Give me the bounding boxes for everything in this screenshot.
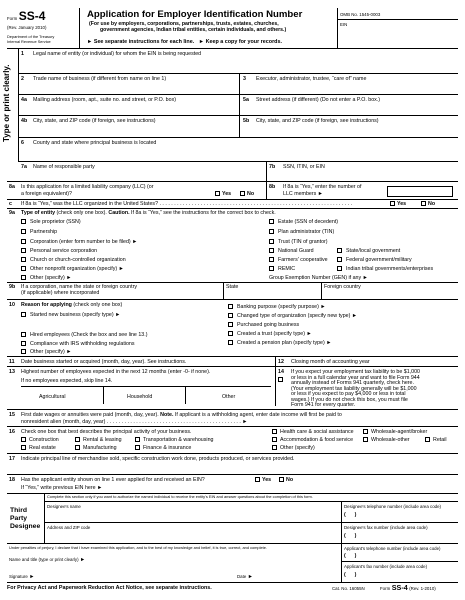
reason-checkbox[interactable] bbox=[228, 322, 233, 327]
line14-text-3: annually instead of Forms 941 quarterly, check here. bbox=[291, 380, 414, 386]
line13-label-2: If no employees expected, skip line 14. bbox=[21, 378, 113, 384]
reason-option: Other (specify) ► bbox=[30, 349, 72, 355]
line1-label: Legal name of entity (or individual) for whom the EIN is being requested bbox=[33, 51, 202, 57]
designee-fax-label: Designee's fax number (include area code) bbox=[344, 525, 428, 530]
arrow-right-icon: ► bbox=[80, 557, 86, 563]
activity-checkbox[interactable] bbox=[272, 429, 277, 434]
street-city-field[interactable] bbox=[256, 124, 454, 134]
arrow-right-icon: ► bbox=[29, 574, 35, 580]
entity-checkbox[interactable] bbox=[269, 248, 274, 253]
line5b-label: City, state, and ZIP code (if foreign, see instructions) bbox=[256, 118, 379, 124]
arrow-right-icon: ► bbox=[118, 266, 124, 272]
activity-checkbox[interactable] bbox=[272, 445, 277, 450]
reason-checkbox[interactable] bbox=[21, 332, 26, 337]
arrow-right-icon: ► bbox=[362, 275, 368, 281]
executor-field[interactable] bbox=[256, 82, 454, 92]
mailing-city-field[interactable] bbox=[33, 124, 233, 134]
ein-label: EIN bbox=[340, 22, 348, 27]
llc-yes-checkbox[interactable] bbox=[215, 191, 220, 196]
reason-option: Hired employees (Check the box and see line 13.) bbox=[30, 332, 148, 338]
activity-option: Retail bbox=[433, 437, 447, 443]
reason-checkbox[interactable] bbox=[228, 304, 233, 309]
arrow-right-icon: ► bbox=[132, 239, 138, 245]
applicant-phone-field[interactable]: ( ) bbox=[344, 553, 357, 559]
activity-option: Rental & leasing bbox=[83, 437, 122, 443]
line12-label: Closing month of accounting year bbox=[291, 359, 370, 365]
entity-checkbox[interactable] bbox=[269, 219, 274, 224]
entity-option: Farmers' cooperative bbox=[278, 257, 328, 263]
county-state-field[interactable] bbox=[33, 146, 453, 158]
reason-checkbox[interactable] bbox=[21, 341, 26, 346]
llc-us-no-label: No bbox=[428, 201, 436, 207]
entity-option: Indian tribal governments/enterprises bbox=[346, 266, 434, 272]
activity-checkbox[interactable] bbox=[272, 437, 277, 442]
form-subtitle-2: government agencies, Indian tribal entities, certain individuals, and others.) bbox=[100, 27, 287, 33]
line8b-label-2: LLC members ► bbox=[283, 191, 323, 197]
other-employees-label: Other bbox=[222, 394, 236, 400]
activity-option: Accommodation & food service bbox=[280, 437, 354, 443]
date-label: Date ► bbox=[237, 574, 254, 580]
activity-option: Wholesale-other bbox=[371, 437, 410, 443]
form-ss4: Form SS-4 (Rev. January 2010) Department of the Treasury Internal Revenue Service Application for Employer Identification Number (For use by employers, corporations, partnerships, trusts, estates, churches, government agencies, Indian tribal entities, certain individuals, and others.) ► See separate instructions for each line. ► Keep a copy for your records. OMB No. 1545-0003 EIN Type or print clearly. 1 Legal name of entity (or individual) for whom the EIN is being requested 2 Trade name of business (if different from name on line 1) 3 Executor, administrator, trustee, “care of” name 4a Mailing address (room, apt., suite no. and street, or P.O. box) 5a Street address (if different) (Do not enter a P.O. box.) 4b City, state, and ZIP code (if foreign, see instructions) 5b City, state, and ZIP code (if foreign, see instructions) 6 County and state where principal business is located 7a Name of responsible party 7b SSN, ITIN, or EIN 8a Is this application for a limited liability company (LLC) (or a foreign equivalent)? Yes No 8b If 8a is “Yes,” enter the number of LLC members ► c If 8a is “Yes,” was the LLC organized in the United States? . . . . . . . . . . . . . . . . . . . . . . . . . . . . . . . . . . . . . . . . . . . . . . . . . . . . . . . . . . . . . . . . . . Yes No 9a Type of entity (check only one box). Caution. If 8a is “Yes,” see the instructions for the correct box to check. Sole proprietor (SSN) Partnership Corporation (enter form number to be filed) ► Personal service corporation Church or church-controlled organization Other nonprofit organization (specify) ► Other (specify) ► Estate (SSN of decedent) Plan administrator (TIN) Trust (TIN of grantor) National Guard State/local government Farmers' cooperative Federal government/military REMIC Indian tribal governments/enterprises Group Exemption Number (GEN) if any ► 9b If a corporation, name the state or foreign country (if applicable) where incorporated State Foreign country 10 Reason for applying (check only one box) Started new business (specify type) ► Hired employees (Check the box and see line 13.) Compliance with IRS withholding regulations Other (specify) ► Banking purpose (specify purpose) ► Changed type of organization (specify new type) ► Purchased going business Created a trust (specify type) ► Created a pension plan (specify type) ► 11 Date business started or acquired (month, day, year). See instructions. 12 Closing month of accounting year 13 Highest number of employees expected in the next 12 months (enter -0- if none). If no employees expected, skip line 14. Agricultural Household Other 14 If you expect your employment tax liability to be $1,000 or less in a full calendar year and want to file Form 944 annually instead of Forms 941 quarterly, check here. (Your employment tax liability generally will be $1,000 or less if you expect to pay $4,000 or less in total wages.) If you do not check this box, you must file Form 941 for every quarter. 15 First date wages or annuities were paid (month, day, year). Note. If applicant is a withholding agent, enter date income will first be paid to nonresident alien (month, day, year) . . . . . . . . . . . . . . . . . . . . . . . . . . . . . . . . . . . . . . . . . . . . . . ► 16 Check one box that best describes the principal activity of your business. Health care & social assistance Wholesale-agent/broker Construction Rental & leasing Transportation & warehousing Accommodation & food service Wholesale-other Retail Real estate Manufacturing Finance & insurance Other (specify) 17 Indicate principal line of merchandise sold, specific construction work done, products produced, or services provided. 18 Has the applicant entity shown on line 1 ever applied for and received an EIN? Yes No If “Yes,” write previous EIN here ► Third Party Designee Complete this section only if you want to authorize the named individual to receive the entity's EIN and answer questions about the completion of this form. Designee's name Designee's telephone number (include area code) ( ) Address and ZIP code Designee's fax number (include area code) ( ) Under penalties of perjury, I declare that I have examined this application, and to the best of my knowledge and belief, it is true, correct, and complete. Applicant's telephone number (include area code) ( ) Name and title (type or print clearly) ► Applicant's fax number (include area code) ( ) Signature ► Date ► For Privacy Act and Paperwork Reduction Act Notice, see separate instructions. Cat. No. 16055N Form SS-4 (Rev. 1-2010) bbox=[7, 8, 458, 592]
form944-checkbox[interactable] bbox=[278, 377, 283, 382]
entity-checkbox[interactable] bbox=[21, 257, 26, 262]
designee-name-label: Designee's name bbox=[47, 504, 81, 509]
side-label: Type or print clearly. bbox=[2, 64, 11, 142]
perjury-statement: Under penalties of perjury, I declare that I have examined this application, and to the best of my knowledge and belief, it is true, correct, and complete. bbox=[9, 545, 267, 550]
arrow-right-icon: ► bbox=[87, 39, 93, 45]
llc-yes-label: Yes bbox=[222, 191, 232, 197]
form-label bbox=[7, 10, 45, 24]
line14-text-1: If you expect your employment tax liability to be $1,000 bbox=[291, 369, 420, 375]
reason-option: Created a pension plan (specify type) ► bbox=[237, 340, 332, 346]
foreign-country-field[interactable] bbox=[324, 290, 454, 298]
arrow-right-icon: ► bbox=[320, 304, 326, 310]
irs-label: Internal Revenue Service bbox=[7, 39, 51, 44]
entity-checkbox[interactable] bbox=[337, 248, 342, 253]
foreign-country-label: Foreign country bbox=[324, 284, 361, 290]
line8b-label-1: If 8a is “Yes,” enter the number of bbox=[283, 184, 362, 190]
entity-option: Trust (TIN of grantor) bbox=[278, 239, 328, 245]
line6-label: County and state where principal business is located bbox=[33, 140, 157, 146]
entity-option: Sole proprietor (SSN) bbox=[30, 219, 81, 225]
designee-address-field[interactable] bbox=[47, 531, 337, 541]
entity-option: Other (specify) ► bbox=[30, 275, 72, 281]
entity-option: Partnership bbox=[30, 229, 58, 235]
entity-option: Corporation (enter form number to be filed) ► bbox=[30, 239, 138, 245]
line11-label: Date business started or acquired (month, day, year). See instructions. bbox=[21, 359, 187, 365]
arrow-right-icon: ► bbox=[351, 313, 358, 319]
entity-option: Federal government/military bbox=[346, 257, 412, 263]
line5a-label: Street address (if different) (Do not enter a P.O. box.) bbox=[256, 97, 381, 103]
activity-option: Other (specify) bbox=[280, 445, 315, 451]
state-field[interactable] bbox=[226, 290, 318, 298]
entity-option: National Guard bbox=[278, 248, 314, 254]
entity-checkbox[interactable] bbox=[269, 239, 274, 244]
street-address-field[interactable] bbox=[256, 103, 454, 113]
entity-checkbox[interactable] bbox=[337, 257, 342, 262]
activity-option: Transportation & warehousing bbox=[143, 437, 214, 443]
line18-label: Has the applicant entity shown on line 1 ever applied for and received an EIN? bbox=[21, 477, 205, 483]
responsible-party-field[interactable] bbox=[33, 170, 261, 179]
line14-text-2: or less in a full calendar year and want to file Form 944 bbox=[291, 374, 420, 381]
omb-number: OMB No. 1545-0003 bbox=[340, 12, 381, 17]
entity-option: Estate (SSN of decedent) bbox=[278, 219, 339, 225]
reason-option: Purchased going business bbox=[237, 322, 300, 328]
designee-name-field[interactable] bbox=[47, 510, 337, 520]
line4b-label: City, state, and ZIP code (if foreign, see instructions) bbox=[33, 118, 156, 124]
activity-checkbox[interactable] bbox=[21, 437, 26, 442]
line15-label: First date wages or annuities were paid (month, day, year). Note. If applicant is a withholding agent, enter date income will first be paid to bbox=[21, 412, 342, 418]
line8a-label-1: Is this application for a limited liability company (LLC) (or bbox=[21, 184, 154, 190]
llc-us-no-checkbox[interactable] bbox=[421, 201, 426, 206]
entity-checkbox[interactable] bbox=[269, 266, 274, 271]
catalog-number: Cat. No. 16055N bbox=[332, 586, 365, 591]
designee-note: Complete this section only if you want to authorize the named individual to receive the entity's EIN and answer questions about the completion of this form. bbox=[47, 494, 313, 499]
applicant-fax-field[interactable]: ( ) bbox=[344, 572, 357, 578]
llc-members-field[interactable] bbox=[387, 186, 453, 197]
activity-option: Wholesale-agent/broker bbox=[371, 429, 428, 435]
activity-checkbox[interactable] bbox=[75, 445, 80, 450]
activity-option: Finance & insurance bbox=[143, 445, 192, 451]
activity-checkbox[interactable] bbox=[135, 445, 140, 450]
gen-label: Group Exemption Number (GEN) if any ► bbox=[269, 275, 368, 281]
activity-checkbox[interactable] bbox=[75, 437, 80, 442]
activity-option: Construction bbox=[29, 437, 59, 443]
activity-checkbox[interactable] bbox=[363, 437, 368, 442]
arrow-right-icon: ► bbox=[115, 312, 121, 318]
applicant-fax-label: Applicant's fax number (include area code) bbox=[344, 564, 428, 569]
entity-checkbox[interactable] bbox=[269, 229, 274, 234]
arrow-right-icon: ► bbox=[66, 275, 72, 281]
arrow-right-icon: ► bbox=[247, 574, 254, 580]
entity-option: Personal service corporation bbox=[30, 248, 98, 254]
entity-checkbox[interactable] bbox=[21, 248, 26, 253]
activity-option: Manufacturing bbox=[83, 445, 117, 451]
llc-no-checkbox[interactable] bbox=[240, 191, 245, 196]
arrow-right-icon: ► bbox=[317, 191, 323, 197]
designee-title: Third Party Designee bbox=[10, 507, 41, 530]
line9a-label: Type of entity (check only one box). Caution. If 8a is “Yes,” see the instructions for the correct box to check. bbox=[21, 210, 276, 216]
llc-us-yes-checkbox[interactable] bbox=[390, 201, 395, 206]
prior-ein-no-checkbox[interactable] bbox=[279, 477, 284, 482]
legal-name-field[interactable] bbox=[33, 57, 453, 72]
line14-text-6: wages.) If you do not check this box, you must file bbox=[291, 396, 408, 403]
line8c-label: If 8a is “Yes,” was the LLC organized in the United States? . . . . . . . . . . . . . . . . . . . . . . . . . . . . . . . . . . . . . . . . . . . . . . . . . . . . . . . . . . . . . . . . . . bbox=[21, 201, 353, 207]
form-number: SS-4 bbox=[18, 9, 46, 23]
activity-checkbox[interactable] bbox=[363, 429, 368, 434]
llc-us-yes-label: Yes bbox=[397, 201, 407, 207]
entity-checkbox[interactable] bbox=[21, 219, 26, 224]
entity-option: State/local government bbox=[346, 248, 401, 254]
entity-checkbox[interactable] bbox=[21, 229, 26, 234]
entity-checkbox[interactable] bbox=[21, 275, 26, 280]
designee-phone-field[interactable]: ( ) bbox=[344, 512, 357, 518]
llc-no-label: No bbox=[247, 191, 255, 197]
line7b-label: SSN, ITIN, or EIN bbox=[283, 164, 325, 170]
activity-option: Real estate bbox=[29, 445, 56, 451]
arrow-right-icon: ► bbox=[242, 419, 248, 425]
reason-option: Changed type of organization (specify new type) ► bbox=[237, 313, 358, 319]
reason-checkbox[interactable] bbox=[21, 349, 26, 354]
designee-address-label: Address and ZIP code bbox=[47, 525, 91, 530]
designee-phone-label: Designee's telephone number (include area code) bbox=[344, 504, 442, 509]
arrow-right-icon: ► bbox=[198, 39, 205, 45]
form-subtitle-1: (For use by employers, corporations, partnerships, trusts, estates, churches, bbox=[89, 21, 279, 27]
trade-name-field[interactable] bbox=[33, 82, 233, 92]
applicant-phone-label: Applicant's telephone number (include area code) bbox=[344, 546, 441, 551]
footer-form: Form SS-4 (Rev. 1-2010) bbox=[380, 583, 436, 592]
household-label: Household bbox=[127, 394, 153, 400]
activity-checkbox[interactable] bbox=[135, 437, 140, 442]
instructions-note: ► See separate instructions for each line. ► Keep a copy for your records. bbox=[87, 39, 282, 45]
ein-field[interactable] bbox=[355, 22, 456, 46]
arrow-right-icon: ► bbox=[97, 485, 103, 491]
form-word: Form bbox=[7, 16, 18, 21]
form-revision: (Rev. January 2010) bbox=[7, 25, 47, 30]
activity-checkbox[interactable] bbox=[21, 445, 26, 450]
entity-checkbox[interactable] bbox=[21, 266, 26, 271]
arrow-right-icon: ► bbox=[66, 349, 72, 355]
line3-label: Executor, administrator, trustee, “care of” name bbox=[256, 76, 367, 82]
line9b-label-2: (if applicable) where incorporated bbox=[21, 290, 100, 296]
reason-checkbox[interactable] bbox=[228, 340, 233, 345]
designee-fax-field[interactable]: ( ) bbox=[344, 533, 357, 539]
line8a-label-2: a foreign equivalent)? bbox=[21, 191, 72, 197]
name-title-label: Name and title (type or print clearly) ► bbox=[9, 557, 86, 563]
line16-label: Check one box that best describes the principal activity of your business. bbox=[21, 429, 192, 435]
line14-text-7: Form 941 for every quarter. bbox=[291, 402, 356, 408]
ssn-field[interactable] bbox=[283, 170, 453, 179]
activity-option: Health care & social assistance bbox=[280, 429, 354, 435]
line14-text-4: (Your employment tax liability generally will be $1,000 bbox=[291, 385, 417, 392]
reason-checkbox[interactable] bbox=[21, 312, 26, 317]
line15-label-2: nonresident alien (month, day, year) . . . . . . . . . . . . . . . . . . . . . . . . . . . . . . . . . . . . . . . . . . . . . . ► bbox=[21, 419, 248, 425]
signature-label: Signature ► bbox=[9, 574, 35, 580]
reason-checkbox[interactable] bbox=[228, 331, 233, 336]
entity-option: Church or church-controlled organization bbox=[30, 257, 126, 263]
entity-option: REMIC bbox=[278, 266, 296, 272]
line9b-label-1: If a corporation, name the state or foreign country bbox=[21, 284, 138, 290]
date-field[interactable] bbox=[257, 571, 337, 579]
prior-ein-yes-label: Yes bbox=[262, 477, 272, 483]
arrow-right-icon: ► bbox=[326, 340, 332, 346]
reason-option: Compliance with IRS withholding regulations bbox=[30, 341, 135, 347]
department: Department of the Treasury bbox=[7, 34, 55, 39]
reason-option: Created a trust (specify type) ► bbox=[237, 331, 312, 337]
reason-option: Banking purpose (specify purpose) ► bbox=[237, 304, 326, 310]
line10-label: Reason for applying (check only one box) bbox=[21, 302, 123, 308]
reason-checkbox[interactable] bbox=[228, 313, 233, 318]
line13-label: Highest number of employees expected in the next 12 months (enter -0- if none). bbox=[21, 369, 211, 375]
privacy-notice: For Privacy Act and Paperwork Reduction Act Notice, see separate instructions. bbox=[7, 585, 212, 591]
prior-ein-no-label: No bbox=[286, 477, 294, 483]
line14-text-5: or less if you expect to pay $4,000 or less in total bbox=[291, 391, 406, 397]
prior-ein-yes-checkbox[interactable] bbox=[255, 477, 260, 482]
line7a-label: Name of responsible party bbox=[33, 164, 95, 170]
name-title-field[interactable] bbox=[117, 554, 337, 562]
line17-label: Indicate principal line of merchandise sold, specific construction work done, products produced, or services provided. bbox=[21, 456, 295, 462]
entity-checkbox[interactable] bbox=[269, 257, 274, 262]
activity-checkbox[interactable] bbox=[425, 437, 430, 442]
entity-option: Plan administrator (TIN) bbox=[278, 229, 335, 235]
entity-checkbox[interactable] bbox=[337, 266, 342, 271]
line4a-label: Mailing address (room, apt., suite no. and street, or P.O. box) bbox=[33, 97, 176, 103]
reason-option: Started new business (specify type) ► bbox=[30, 312, 121, 318]
arrow-right-icon: ► bbox=[306, 331, 312, 337]
line2-label: Trade name of business (if different from name on line 1) bbox=[33, 76, 167, 82]
entity-option: Other nonprofit organization (specify) ► bbox=[30, 266, 124, 272]
line18-label-2: If “Yes,” write previous EIN here ► bbox=[21, 485, 103, 491]
form-title: Application for Employer Identification Number bbox=[87, 9, 303, 20]
entity-checkbox[interactable] bbox=[21, 239, 26, 244]
signature-field[interactable] bbox=[47, 571, 232, 579]
state-label: State bbox=[226, 284, 239, 290]
agricultural-label: Agricultural bbox=[39, 394, 66, 400]
merchandise-field[interactable] bbox=[21, 463, 453, 472]
mailing-address-field[interactable] bbox=[33, 103, 233, 113]
